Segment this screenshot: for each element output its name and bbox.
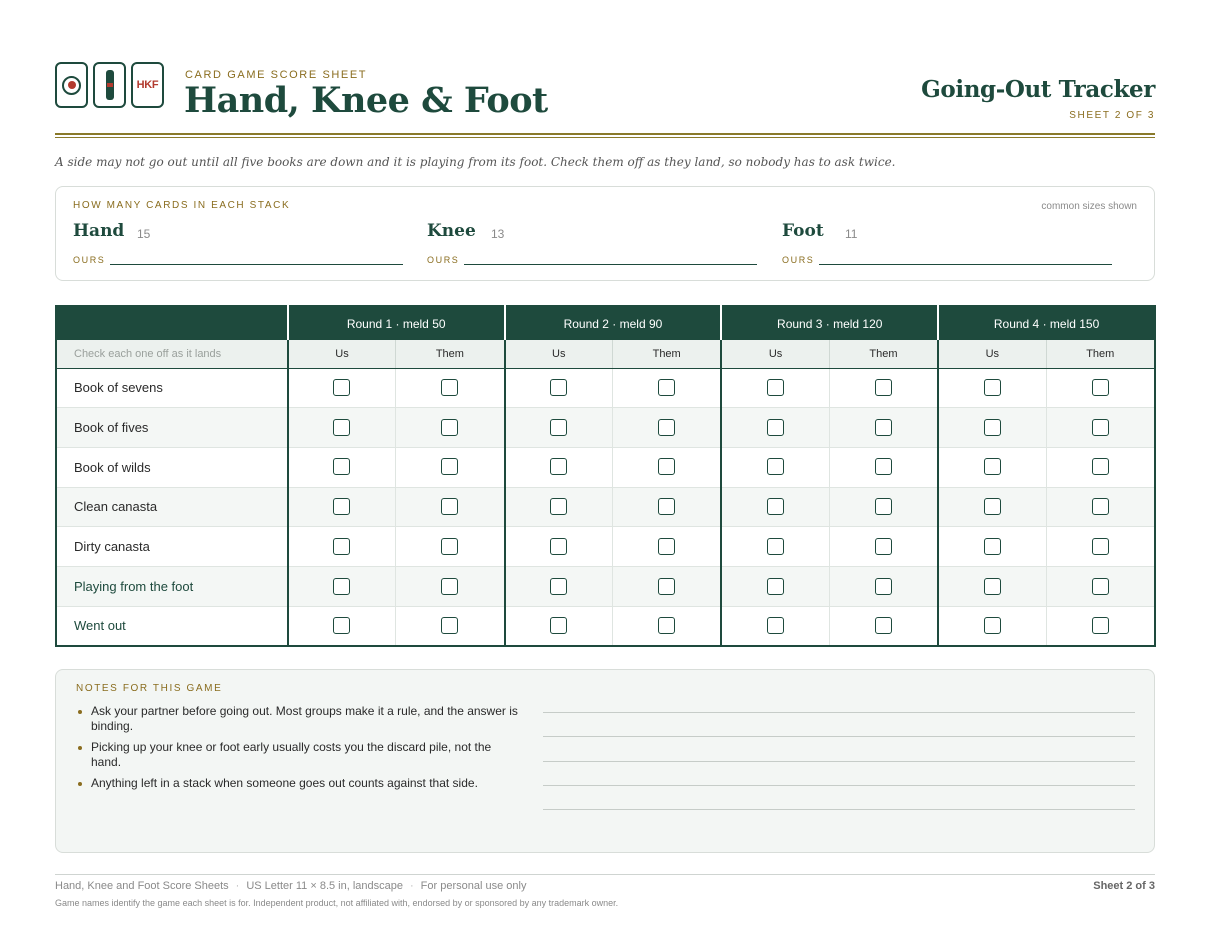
checkbox[interactable] — [441, 458, 458, 475]
checkbox[interactable] — [984, 617, 1001, 634]
round-header: Round 2 · meld 90 — [505, 306, 722, 340]
stack-sizes-panel — [55, 186, 1155, 281]
list-item: Anything left in a stack when someone goes out counts against that side. — [76, 776, 522, 791]
footer-usage: For personal use only — [420, 880, 527, 892]
checkbox[interactable] — [550, 498, 567, 515]
checkbox[interactable] — [333, 419, 350, 436]
checkbox[interactable] — [333, 379, 350, 396]
note-write-line[interactable] — [543, 736, 1135, 737]
ours-label: OURS — [73, 255, 106, 265]
checkbox[interactable] — [984, 498, 1001, 515]
grid-row — [56, 487, 1155, 527]
checkbox[interactable] — [875, 538, 892, 555]
checkbox[interactable] — [441, 419, 458, 436]
notes-panel — [55, 669, 1155, 853]
stack-name: Foot — [782, 221, 824, 241]
side-us-header: Us — [721, 340, 829, 368]
checkbox[interactable] — [767, 498, 784, 515]
grid-row — [56, 368, 1155, 408]
footer-meta: Hand, Knee and Foot Score Sheets · US Letter 11 × 8.5 in, landscape · For personal use only — [55, 880, 527, 892]
checkbox[interactable] — [875, 379, 892, 396]
checkbox[interactable] — [333, 458, 350, 475]
checkbox[interactable] — [767, 617, 784, 634]
footer-sheet-number: Sheet 2 of 3 — [1093, 880, 1155, 892]
list-item: Picking up your knee or foot early usually costs you the discard pile, not the hand. — [76, 740, 522, 770]
checkbox[interactable] — [658, 379, 675, 396]
checkbox[interactable] — [984, 578, 1001, 595]
side-them-header: Them — [612, 340, 721, 368]
row-label: Playing from the foot — [56, 566, 288, 606]
checkbox[interactable] — [875, 578, 892, 595]
hkf-tile-icon: HKF — [131, 62, 164, 108]
checkbox[interactable] — [658, 458, 675, 475]
side-us-header: Us — [938, 340, 1046, 368]
footer-product: Hand, Knee and Foot Score Sheets — [55, 880, 229, 892]
sheet-title: Going-Out Tracker — [921, 76, 1155, 103]
side-us-header: Us — [288, 340, 396, 368]
checkbox[interactable] — [984, 538, 1001, 555]
checkbox[interactable] — [875, 419, 892, 436]
stack-name: Knee — [427, 221, 476, 241]
footer-rule — [55, 874, 1155, 875]
checkbox[interactable] — [984, 379, 1001, 396]
checkbox[interactable] — [550, 617, 567, 634]
notes-label: NOTES FOR THIS GAME — [76, 683, 223, 694]
intro-text: A side may not go out until all five books are down and it is playing from its foot. Check them off as they land, so nobody has to ask twice. — [55, 155, 896, 169]
note-write-line[interactable] — [543, 809, 1135, 810]
notes-list — [76, 704, 522, 797]
checkbox[interactable] — [333, 617, 350, 634]
header-rule-thin — [55, 137, 1155, 138]
round-header: Round 1 · meld 50 — [288, 306, 505, 340]
checkbox[interactable] — [767, 538, 784, 555]
page-header — [55, 62, 1155, 122]
checkbox[interactable] — [441, 538, 458, 555]
stack-count: 11 — [845, 227, 858, 241]
checkbox[interactable] — [658, 578, 675, 595]
checkbox[interactable] — [658, 617, 675, 634]
checkbox[interactable] — [1092, 498, 1109, 515]
checkbox[interactable] — [441, 498, 458, 515]
header-rule — [55, 133, 1155, 135]
note-write-line[interactable] — [543, 785, 1135, 786]
grid-hint: Check each one off as it lands — [56, 340, 288, 368]
ours-write-line[interactable] — [464, 264, 757, 265]
checkbox[interactable] — [875, 458, 892, 475]
sheet-number: SHEET 2 OF 3 — [1069, 110, 1155, 121]
stack-hand — [73, 221, 403, 269]
footer-paper: US Letter 11 × 8.5 in, landscape — [246, 880, 403, 892]
kicker: CARD GAME SCORE SHEET — [185, 69, 368, 81]
row-label: Book of wilds — [56, 447, 288, 487]
row-label: Clean canasta — [56, 487, 288, 527]
side-us-header: Us — [505, 340, 613, 368]
bar-tile-icon — [93, 62, 126, 108]
side-them-header: Them — [1046, 340, 1155, 368]
checkbox[interactable] — [550, 458, 567, 475]
row-label: Went out — [56, 606, 288, 646]
checkbox[interactable] — [333, 498, 350, 515]
checkbox[interactable] — [441, 578, 458, 595]
note-write-line[interactable] — [543, 712, 1135, 713]
row-label: Dirty canasta — [56, 527, 288, 567]
checkbox[interactable] — [984, 458, 1001, 475]
checkbox[interactable] — [1092, 379, 1109, 396]
side-them-header: Them — [396, 340, 505, 368]
grid-row — [56, 566, 1155, 606]
checkbox[interactable] — [550, 419, 567, 436]
grid-row — [56, 527, 1155, 567]
stack-name: Hand — [73, 221, 125, 241]
grid-corner — [56, 306, 288, 340]
grid-row — [56, 408, 1155, 448]
footer-disclaimer: Game names identify the game each sheet is for. Independent product, not affiliated with, endorsed by or sponsored by any trademark owner. — [55, 898, 619, 908]
grid-row — [56, 606, 1155, 646]
checkbox[interactable] — [333, 538, 350, 555]
stack-count: 15 — [137, 227, 151, 241]
checkbox[interactable] — [441, 617, 458, 634]
stack-foot — [782, 221, 1112, 269]
checkbox[interactable] — [875, 498, 892, 515]
going-out-grid — [55, 305, 1156, 647]
checkbox[interactable] — [1092, 617, 1109, 634]
checkbox[interactable] — [550, 379, 567, 396]
side-them-header: Them — [829, 340, 938, 368]
page-title: Hand, Knee & Foot — [184, 80, 548, 121]
checkbox[interactable] — [333, 578, 350, 595]
checkbox[interactable] — [875, 617, 892, 634]
stack-sizes-label: HOW MANY CARDS IN EACH STACK — [73, 200, 291, 211]
stack-count: 13 — [491, 227, 505, 241]
checkbox[interactable] — [1092, 578, 1109, 595]
ours-write-line[interactable] — [110, 264, 403, 265]
grid-row — [56, 447, 1155, 487]
round-header: Round 3 · meld 120 — [721, 306, 938, 340]
row-label: Book of fives — [56, 408, 288, 448]
list-item: Ask your partner before going out. Most groups make it a rule, and the answer is binding. — [76, 704, 522, 734]
target-tile-icon — [55, 62, 88, 108]
checkbox[interactable] — [984, 419, 1001, 436]
checkbox[interactable] — [658, 419, 675, 436]
checkbox[interactable] — [1092, 458, 1109, 475]
checkbox[interactable] — [767, 458, 784, 475]
checkbox[interactable] — [767, 419, 784, 436]
note-write-line[interactable] — [543, 761, 1135, 762]
stack-sizes-note: common sizes shown — [1041, 201, 1137, 212]
checkbox[interactable] — [658, 498, 675, 515]
ours-label: OURS — [782, 255, 815, 265]
checkbox[interactable] — [1092, 538, 1109, 555]
ours-write-line[interactable] — [819, 264, 1112, 265]
checkbox[interactable] — [658, 538, 675, 555]
checkbox[interactable] — [550, 578, 567, 595]
checkbox[interactable] — [441, 379, 458, 396]
stack-knee — [427, 221, 757, 269]
checkbox[interactable] — [1092, 419, 1109, 436]
checkbox[interactable] — [550, 538, 567, 555]
checkbox[interactable] — [767, 379, 784, 396]
round-header: Round 4 · meld 150 — [938, 306, 1155, 340]
row-label: Book of sevens — [56, 368, 288, 408]
checkbox[interactable] — [767, 578, 784, 595]
logo — [55, 62, 164, 108]
ours-label: OURS — [427, 255, 460, 265]
